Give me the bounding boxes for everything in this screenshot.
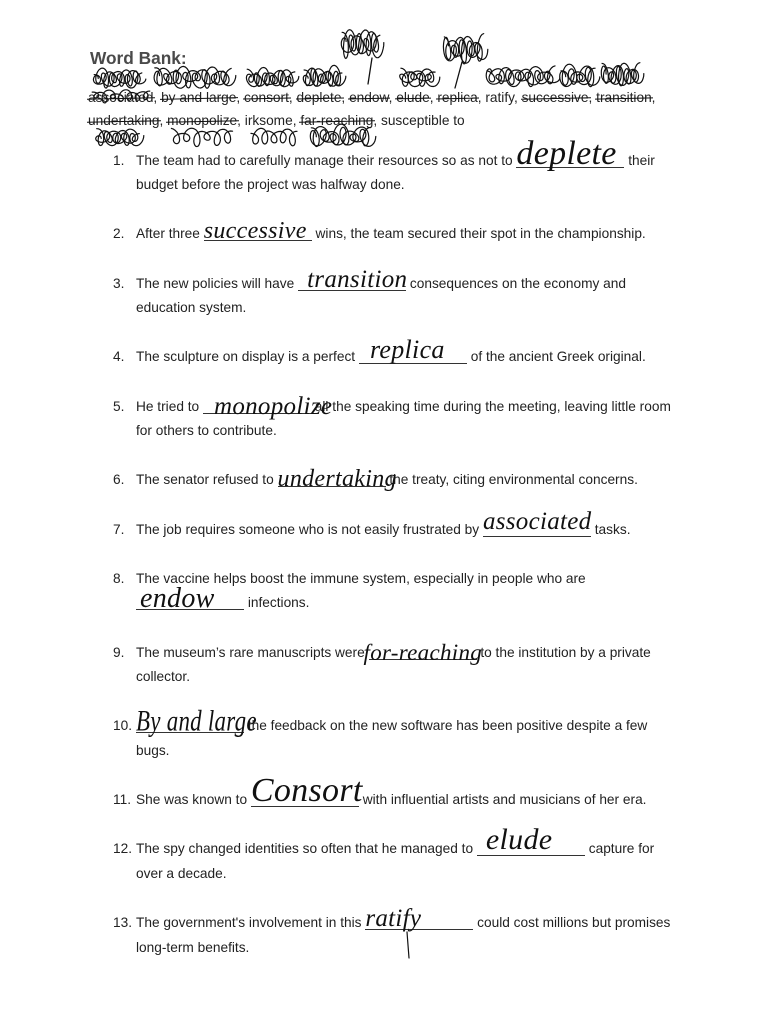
question-text: the treaty, citing environmental concerns. — [389, 472, 638, 488]
scribble — [602, 63, 640, 86]
question-2 — [113, 218, 671, 247]
question-text: The sculpture on display is a perfect — [136, 349, 356, 365]
question-line — [136, 936, 671, 961]
handwritten-answer: ratify — [365, 905, 422, 933]
handwritten-answer: transition — [307, 265, 408, 293]
word-bank-word: susceptible to — [380, 113, 465, 128]
word-bank-title: Word Bank: — [90, 48, 187, 68]
scribble — [304, 65, 342, 86]
question-text: their — [628, 152, 655, 168]
question-text: The job requires someone who is not easily frustrated by — [136, 521, 480, 537]
word-bank-line-1 — [88, 86, 655, 109]
question-line — [136, 296, 671, 321]
question-text: the feedback on the new software has been positive despite a few — [247, 718, 648, 734]
question-number: 7. — [113, 521, 125, 537]
word-bank-word: ratify, — [485, 90, 518, 105]
question-text-continued: for others to contribute. — [136, 423, 277, 439]
scribble — [341, 33, 384, 57]
answer-blank — [277, 466, 397, 493]
question-text: After three — [136, 226, 200, 242]
word-bank-word: far-reaching, — [300, 113, 378, 128]
question-9 — [113, 641, 671, 690]
scribble — [443, 37, 487, 63]
answer-blank — [298, 265, 408, 293]
word-bank-word: replica, — [437, 90, 482, 105]
scribble — [303, 68, 346, 86]
question-line — [136, 739, 671, 764]
question-7 — [113, 507, 671, 543]
word-bank-word: monopolize, — [167, 113, 241, 128]
question-text: capture for — [588, 841, 655, 857]
question-line — [136, 392, 671, 420]
handwritten-answer: replica — [369, 335, 445, 365]
question-line — [136, 862, 671, 887]
question-text: wins, the team secured their spot in the championship. — [315, 226, 646, 242]
handwritten-answer: elude — [485, 823, 553, 857]
question-number: 10. — [113, 718, 133, 734]
question-13 — [113, 905, 671, 960]
scribble — [246, 70, 298, 86]
question-text: The senator refused to — [136, 472, 274, 488]
question-line — [136, 665, 671, 690]
question-line — [136, 823, 671, 862]
question-line — [136, 265, 671, 297]
question-line — [136, 218, 671, 247]
handwritten-answer: Consort — [250, 772, 363, 810]
question-line — [136, 468, 671, 493]
question-text: The team had to carefully manage their resources so as not to — [136, 152, 513, 168]
question-number: 13. — [113, 915, 133, 931]
question-10 — [113, 704, 671, 763]
question-line — [136, 905, 671, 936]
question-12 — [113, 823, 671, 886]
question-line — [136, 641, 671, 666]
word-bank-word: associated, — [88, 90, 158, 105]
question-number: 11. — [113, 792, 132, 808]
question-text: with influential artists and musicians of her era. — [362, 792, 647, 808]
question-list — [113, 134, 671, 985]
answer-blank — [363, 639, 483, 665]
scribble — [400, 72, 440, 87]
question-text: all the speaking time during the meeting, leaving little room — [314, 398, 671, 414]
word-bank-word: consort, — [244, 90, 293, 105]
question-number: 5. — [113, 398, 125, 414]
handwritten-answer: undertaking — [277, 466, 397, 493]
question-3 — [113, 265, 671, 321]
answer-blank — [136, 704, 257, 738]
word-bank-word: undertaking, — [88, 113, 164, 128]
question-text-continued: long-term benefits. — [136, 939, 250, 955]
question-line — [136, 704, 671, 739]
scribble — [342, 30, 380, 59]
question-text: The spy changed identities so often that he managed to — [136, 841, 474, 857]
question-line — [136, 567, 671, 592]
handwritten-answer: successive — [203, 218, 307, 245]
pen-stroke — [368, 58, 372, 84]
answer-blank — [359, 335, 467, 365]
question-text: infections. — [247, 595, 310, 611]
answer-blank — [250, 772, 363, 810]
question-number: 12. — [113, 841, 133, 857]
scribble — [487, 66, 555, 87]
answer-blank — [477, 823, 585, 857]
answer-blank — [365, 905, 473, 933]
question-text: to the institution by a private — [480, 644, 651, 660]
question-text: of the ancient Greek original. — [470, 349, 646, 365]
question-number: 9. — [113, 644, 125, 660]
question-text: He tried to — [136, 398, 200, 414]
question-text: The museum’s rare manuscripts were — [136, 644, 365, 660]
answer-blank — [516, 134, 624, 172]
handwritten-answer: associated — [482, 507, 592, 535]
scribble — [247, 68, 295, 87]
question-line — [136, 173, 671, 198]
question-number: 3. — [113, 275, 125, 291]
question-text-continued: over a decade. — [136, 865, 227, 881]
question-text: She was known to — [136, 792, 248, 808]
answer-blank — [203, 392, 333, 420]
question-8 — [113, 567, 671, 616]
question-number: 4. — [113, 349, 125, 365]
question-text-continued: collector. — [136, 669, 191, 685]
question-4 — [113, 335, 671, 370]
question-text-continued: bugs. — [136, 742, 170, 758]
question-line — [136, 507, 671, 543]
answer-blank — [482, 507, 592, 537]
word-bank-line-2 — [88, 109, 465, 132]
question-number: 1. — [113, 152, 125, 168]
question-5 — [113, 392, 671, 444]
question-1 — [113, 134, 671, 198]
question-text: tasks. — [594, 521, 631, 537]
question-11 — [113, 772, 671, 813]
scribble — [601, 66, 644, 85]
word-bank-word: irksome, — [244, 113, 297, 128]
question-number: 8. — [113, 570, 125, 586]
word-bank-word: successive, — [521, 90, 593, 105]
scribble — [560, 67, 600, 86]
scribble — [561, 64, 595, 86]
handwritten-answer: By and large — [136, 704, 257, 738]
scribble — [444, 34, 483, 64]
question-number: 6. — [113, 472, 125, 488]
handwritten-answer: for-reaching — [363, 639, 483, 665]
question-line — [136, 772, 671, 813]
question-line — [136, 335, 671, 370]
handwritten-answer: monopolize — [213, 392, 333, 420]
question-text-continued: budget before the project was halfway done. — [136, 177, 405, 193]
word-bank-word: deplete, — [296, 90, 346, 105]
question-text: consequences on the economy and — [409, 275, 626, 291]
question-line — [136, 583, 671, 616]
handwritten-answer: deplete — [516, 134, 617, 172]
word-bank-word: endow, — [349, 90, 393, 105]
question-line — [136, 134, 671, 174]
question-number: 2. — [113, 226, 125, 242]
word-bank-word: elude, — [396, 90, 434, 105]
answer-blank — [136, 583, 244, 615]
scribble — [401, 68, 435, 86]
question-6 — [113, 468, 671, 493]
scribble — [486, 69, 560, 87]
question-text: The government's involvement in this — [136, 915, 362, 931]
question-line — [136, 419, 671, 444]
question-text-continued: education system. — [136, 300, 247, 316]
question-text: The new policies will have — [136, 275, 295, 291]
scribble — [96, 132, 144, 146]
word-bank-word: transition, — [596, 90, 656, 105]
answer-blank — [203, 218, 312, 245]
question-text: could cost millions but promises — [477, 915, 671, 931]
pen-stroke — [455, 62, 462, 88]
word-bank-word: by and large, — [161, 90, 241, 105]
question-text: The vaccine helps boost the immune system, especially in people who are — [136, 570, 586, 586]
handwritten-answer: endow — [140, 583, 215, 615]
